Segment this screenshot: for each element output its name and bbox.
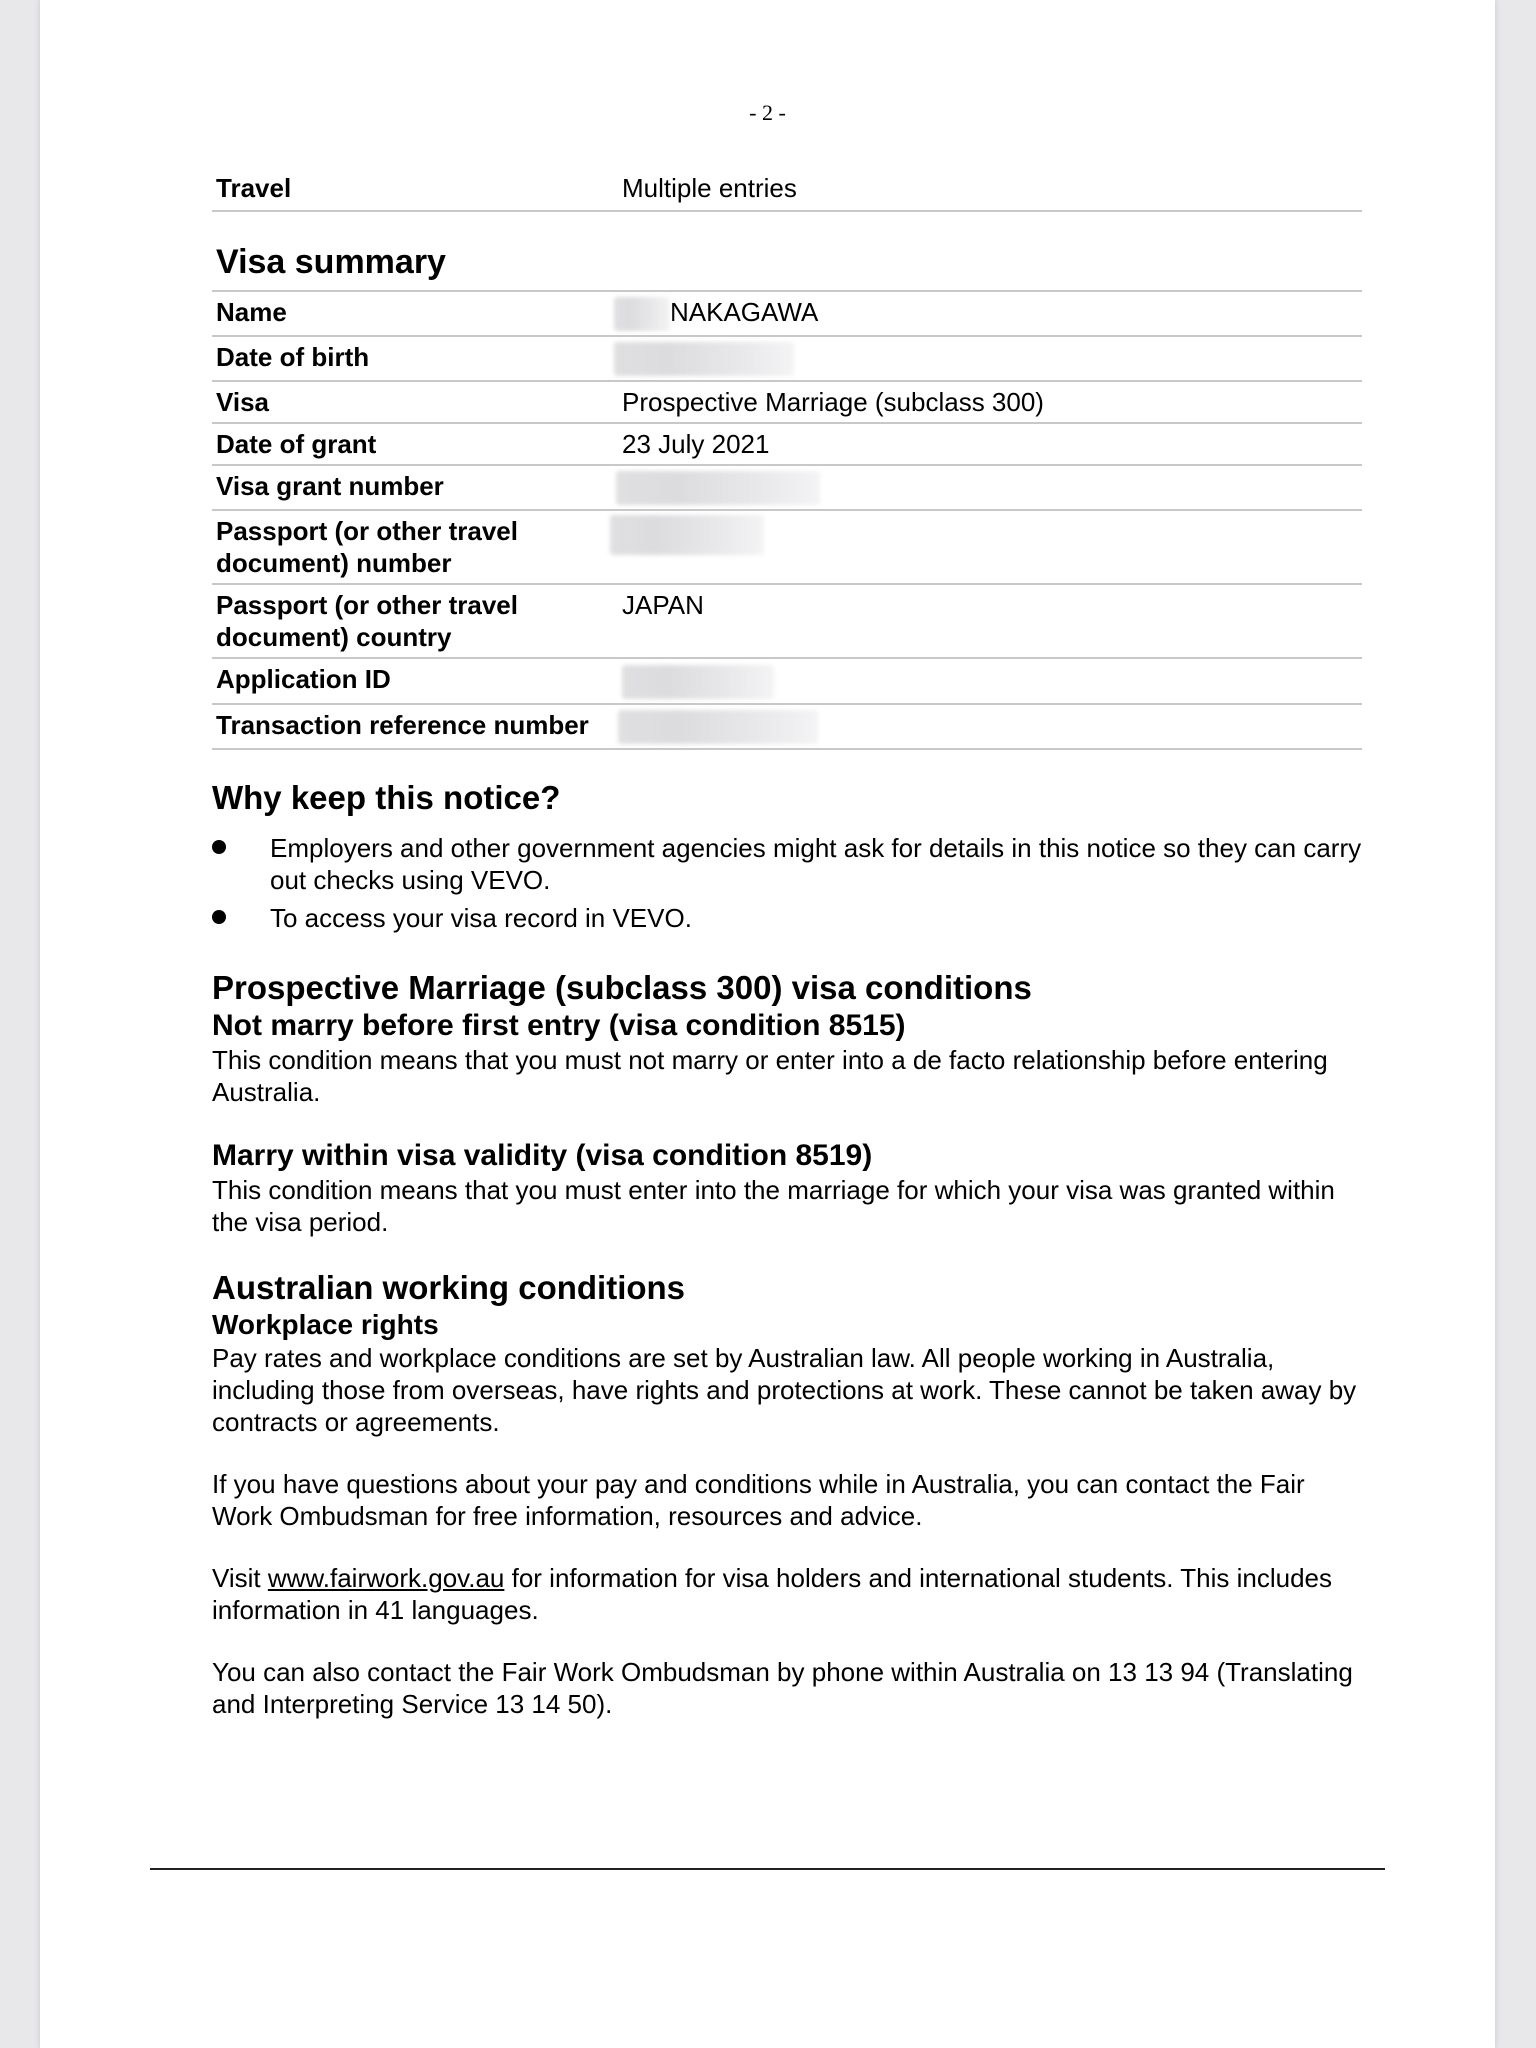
row-value bbox=[622, 705, 1362, 748]
visa-conditions-section bbox=[212, 968, 1362, 1238]
why-keep-list bbox=[212, 832, 1362, 934]
fairwork-link[interactable]: www.fairwork.gov.au bbox=[267, 1562, 505, 1593]
why-keep-heading: Why keep this notice? bbox=[212, 778, 561, 816]
row-value: JAPAN bbox=[622, 590, 704, 621]
redacted-block bbox=[616, 471, 820, 505]
redacted-block bbox=[618, 710, 818, 744]
travel-value: Multiple entries bbox=[622, 173, 797, 203]
working-conditions-section bbox=[212, 1268, 1362, 1720]
row-label: Application ID bbox=[216, 664, 391, 695]
p3-prefix: Visit bbox=[212, 1562, 268, 1593]
condition-8515-text: This condition means that you must not marry or enter into a de facto relationship before entering Australia. bbox=[212, 1044, 1328, 1107]
redacted-block bbox=[622, 665, 774, 699]
condition-8515-heading: Not marry before first entry (visa condition 8515) bbox=[212, 1008, 906, 1042]
row-value: 23 July 2021 bbox=[622, 429, 770, 460]
workplace-rights-p3 bbox=[212, 1562, 1362, 1626]
row-value bbox=[622, 466, 1362, 509]
table-row-application-id bbox=[212, 659, 1362, 704]
table-row-visa bbox=[212, 382, 1362, 424]
condition-8519-text: This condition means that you must enter into the marriage for which your visa was granted within the visa period. bbox=[212, 1174, 1335, 1237]
row-value bbox=[622, 337, 1362, 380]
conditions-heading: Prospective Marriage (subclass 300) visa conditions bbox=[212, 968, 1032, 1006]
table-row-passport-country bbox=[212, 585, 1362, 659]
p3-suffix: for information for visa holders and international students. This includes information in 41 languages. bbox=[212, 1562, 1333, 1625]
row-value bbox=[622, 659, 1362, 702]
table-row-date-of-grant bbox=[212, 424, 1362, 466]
workplace-rights-p1: Pay rates and workplace conditions are set by Australian law. All people working in Australia, including those from overseas, have rights and protections at work. These cannot be taken away by contracts or agreements. bbox=[212, 1342, 1357, 1437]
workplace-rights-p2: If you have questions about your pay and conditions while in Australia, you can contact the Fair Work Ombudsman for free information, resources and advice. bbox=[212, 1468, 1305, 1531]
table-row-name bbox=[212, 292, 1362, 337]
document-page bbox=[40, 0, 1495, 2048]
row-value bbox=[622, 292, 1362, 335]
row-label: Passport (or other travel document) country bbox=[216, 590, 518, 653]
row-label: Date of grant bbox=[216, 429, 377, 460]
working-heading: Australian working conditions bbox=[212, 1268, 686, 1306]
name-value: NAKAGAWA bbox=[670, 297, 819, 327]
row-label: Date of birth bbox=[216, 342, 370, 373]
why-keep-section bbox=[212, 778, 1362, 934]
document-content bbox=[212, 168, 1362, 1720]
page-number: - 2 - bbox=[749, 100, 786, 125]
workplace-rights-heading: Workplace rights bbox=[212, 1308, 439, 1340]
visa-summary-table bbox=[212, 290, 1362, 750]
row-label: Visa bbox=[216, 387, 270, 418]
visa-summary-heading: Visa summary bbox=[216, 243, 446, 281]
redacted-block bbox=[614, 342, 794, 376]
list-item: Employers and other government agencies might ask for details in this notice so they can carry out checks using VEVO. bbox=[212, 832, 1362, 896]
row-value bbox=[622, 511, 1362, 583]
row-value: Prospective Marriage (subclass 300) bbox=[622, 387, 1044, 418]
table-row-passport-number bbox=[212, 511, 1362, 585]
row-label: Passport (or other travel document) number bbox=[216, 516, 518, 579]
condition-8519-heading: Marry within visa validity (visa condition 8519) bbox=[212, 1138, 873, 1172]
redacted-block bbox=[614, 297, 670, 331]
row-label: Visa grant number bbox=[216, 471, 444, 502]
workplace-rights-p4: You can also contact the Fair Work Ombudsman by phone within Australia on 13 13 94 (Translating and Interpreting Service 13 14 50). bbox=[212, 1656, 1353, 1719]
table-row-transaction-reference bbox=[212, 705, 1362, 750]
list-item: To access your visa record in VEVO. bbox=[212, 902, 1362, 934]
footer-divider bbox=[150, 1868, 1385, 1870]
travel-row bbox=[212, 168, 1362, 212]
table-row-date-of-birth bbox=[212, 337, 1362, 382]
row-label: Transaction reference number bbox=[216, 709, 589, 740]
redacted-block bbox=[610, 515, 764, 555]
row-label: Name bbox=[216, 297, 287, 327]
table-row-visa-grant-number bbox=[212, 466, 1362, 511]
travel-label: Travel bbox=[216, 173, 292, 203]
